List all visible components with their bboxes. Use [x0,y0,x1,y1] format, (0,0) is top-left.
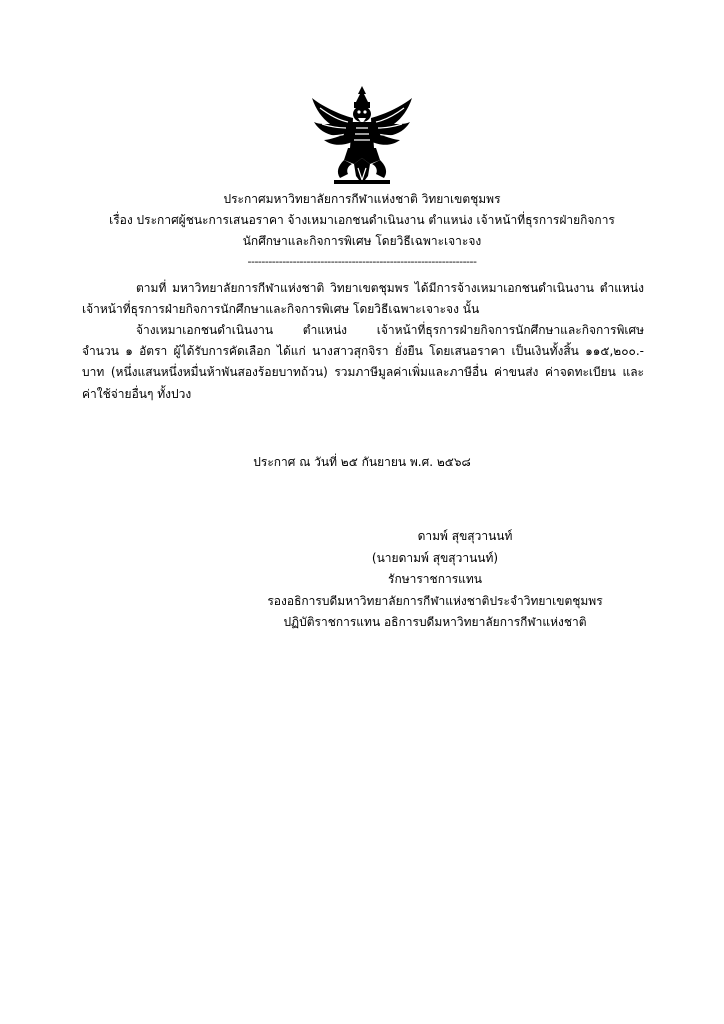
paragraph-2-line-1: จ้างเหมาเอกชนดำเนินงาน ตำแหน่ง เจ้าหน้าที่ธุรการฝ่ายกิจการนักศึกษาและกิจการพิเศษ [136,323,644,337]
subject-line-2: นักศึกษาและกิจการพิเศษ โดยวิธีเฉพาะเจาะจง [242,234,482,248]
signature-name: ดามพ์ สุขสุวานนท์ [417,529,513,543]
paragraph-2-line-3: บาท (หนึ่งแสนหนึ่งหมื่นห้าพันสองร้อยบาทถ้วน) รวมภาษีมูลค่าเพิ่มและภาษีอื่น ค่าขนส่ง ค่าจดทะเบียน และ [82,365,644,379]
printed-name: (นายดามพ์ สุขสุวานนท์) [371,551,499,565]
position-line-1: รองอธิการบดีมหาวิทยาลัยการกีฬาแห่งชาติประจำวิทยาเขตชุมพร [267,594,603,608]
acting-title: รักษาราชการแทน [388,572,482,586]
paragraph-1-line-2: เจ้าหน้าที่ธุรการฝ่ายกิจการนักศึกษาและกิจการพิเศษ โดยวิธีเฉพาะเจาะจง นั้น [82,302,480,316]
garuda-emblem-icon [308,84,416,186]
announcement-title: ประกาศมหาวิทยาลัยการกีฬาแห่งชาติ วิทยาเขตชุมพร [223,192,501,206]
paragraph-1-line-1: ตามที่ มหาวิทยาลัยการกีฬาแห่งชาติ วิทยาเขตชุมพร ได้มีการจ้างเหมาเอกชนดำเนินงาน ตำแหน่ง [136,281,644,295]
separator-line: ------------------------------------------------------------------ [247,255,477,268]
paragraph-2-line-2: จำนวน ๑ อัตรา ผู้ได้รับการคัดเลือก ได้แก่ นางสาวสุกจิรา ยั่งยืน โดยเสนอราคา เป็นเงินทั้งสิ้น ๑๑๕,๒๐๐.- [82,344,644,358]
announcement-date: ประกาศ ณ วันที่ ๒๕ กันยายน พ.ศ. ๒๕๖๘ [253,455,471,469]
position-line-2: ปฏิบัติราชการแทน อธิการบดีมหาวิทยาลัยการกีฬาแห่งชาติ [283,615,587,629]
subject-line-1: เรื่อง ประกาศผู้ชนะการเสนอราคา จ้างเหมาเอกชนดำเนินงาน ตำแหน่ง เจ้าหน้าที่ธุรการฝ่ายกิจการ [109,213,615,227]
paragraph-2-line-4: ค่าใช้จ่ายอื่นๆ ทั้งปวง [82,387,192,401]
